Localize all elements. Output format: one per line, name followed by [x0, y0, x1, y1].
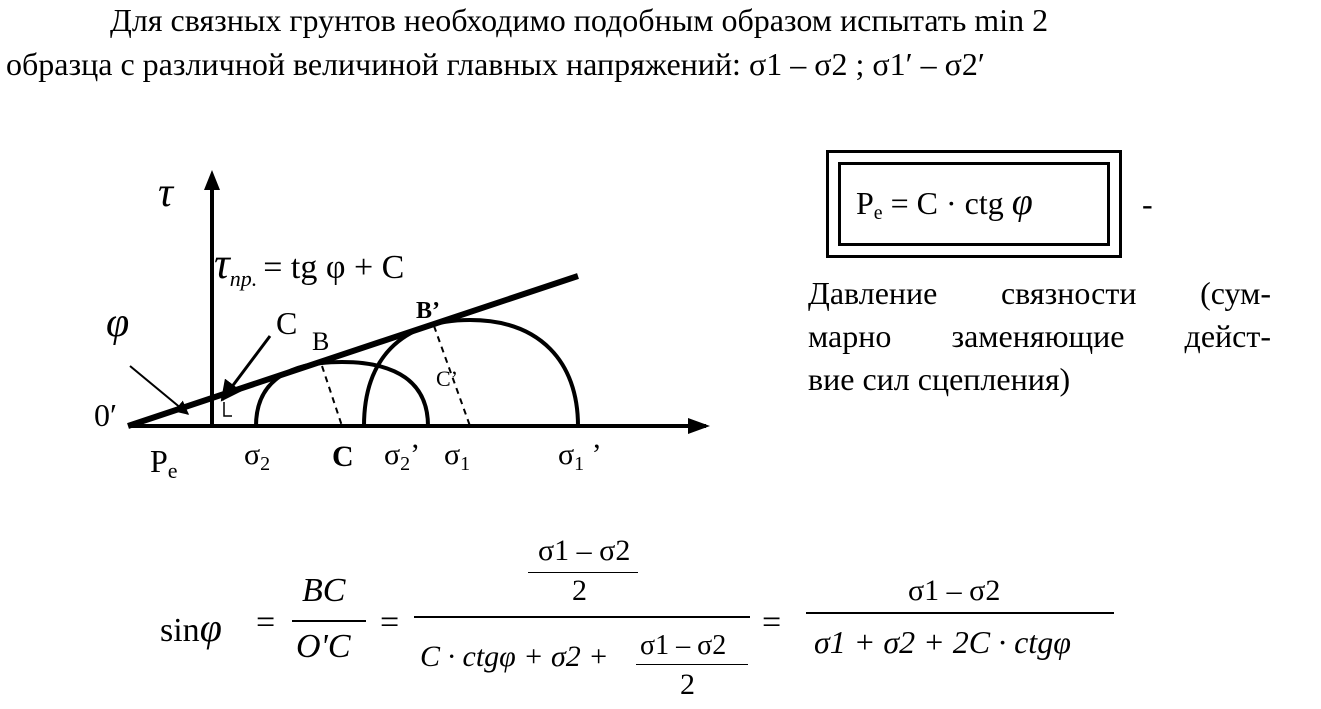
desc-line-1	[808, 272, 1271, 315]
sin-phi-symbol: φ	[199, 605, 222, 650]
den-part-text: C · ctgφ + σ2 +	[420, 640, 609, 673]
frac-OC: O'C	[296, 628, 351, 665]
sigma1p-mark: ’	[584, 438, 602, 471]
strength-envelope-line	[128, 276, 578, 426]
desc-word: Давление	[808, 275, 938, 311]
frac-line-1	[292, 620, 366, 622]
pe-main: P	[150, 443, 168, 479]
desc-word: заменяющие	[951, 318, 1125, 354]
pe-formula-sub: e	[873, 201, 883, 224]
frac-BC: BC	[302, 572, 346, 609]
den-frac-num: σ1 – σ2	[640, 630, 727, 661]
intro-line-2	[6, 42, 985, 86]
phi-label: φ	[106, 300, 130, 346]
sigma2-label	[244, 438, 270, 475]
sigma2p-sub: 2	[400, 453, 411, 475]
desc-word: (сум-	[1200, 275, 1271, 311]
sigma1p-sub: 1	[574, 453, 585, 475]
point-C-prime-label: C’	[436, 366, 458, 391]
point-B-label: B	[312, 327, 330, 356]
den-part	[420, 640, 609, 674]
den-frac-den: 2	[680, 668, 695, 701]
frac-line-3	[806, 612, 1114, 614]
desc-line-3: вие сил сцепления)	[808, 361, 1071, 397]
mohr-diagram	[0, 150, 760, 490]
envelope-tau: τ	[214, 239, 230, 288]
sin-phi-formula	[0, 520, 1321, 709]
radius-BC-dashed	[322, 366, 342, 426]
top-denominator: 2	[572, 574, 587, 607]
rhs-denominator: σ1 + σ2 + 2C · ctgφ	[814, 624, 1071, 660]
point-B-prime-label: B’	[416, 298, 440, 324]
sigma2p-main: σ	[384, 438, 401, 471]
desc-line-2	[808, 315, 1271, 358]
right-angle-marker	[224, 402, 232, 416]
eq-sign-2: =	[380, 604, 400, 641]
pe-sub: e	[167, 458, 178, 483]
cohesion-arrow	[222, 336, 270, 400]
desc-word: связности	[1000, 275, 1137, 311]
box-dash: -	[1142, 186, 1153, 222]
cohesion-description	[808, 272, 1271, 401]
sigma2p-mark: ’	[410, 438, 421, 471]
cohesion-label-upper: C	[276, 305, 298, 341]
tau-axis-label: τ	[158, 170, 174, 216]
sin-text: sin	[160, 612, 200, 649]
center-C-label: C	[332, 440, 354, 473]
pe-formula-rest: = C · ctg	[882, 185, 1012, 221]
sigma2-main: σ	[244, 438, 261, 471]
eq-sign-1: =	[256, 604, 276, 641]
den-frac-line	[636, 664, 748, 665]
sigma2-prime-label	[384, 438, 420, 475]
sigma1-sub: 1	[460, 453, 471, 475]
frac-line-top	[528, 572, 638, 573]
tau-axis-arrow-icon	[204, 170, 220, 190]
origin-prime-label: 0′	[94, 397, 117, 433]
sin-phi-lhs	[160, 604, 222, 651]
sigma-axis-arrow-icon	[688, 418, 710, 434]
pe-formula-P: P	[856, 185, 874, 221]
desc-word: марно	[808, 318, 892, 354]
envelope-rest: = tg φ + C	[263, 249, 405, 286]
phi-arrow	[130, 366, 188, 414]
sigma1p-main: σ	[558, 438, 575, 471]
intro-line-2-formula: σ1 – σ2 ; σ1′ – σ2′	[748, 46, 985, 82]
intro-line-1: Для связных грунтов необходимо подобным образом испытать min 2	[110, 2, 1049, 38]
envelope-sub: пр.	[229, 266, 258, 291]
sigma1-main: σ	[444, 438, 461, 471]
desc-word: дейст-	[1184, 318, 1271, 354]
sigma2-sub: 2	[260, 453, 271, 475]
top-numerator: σ1 – σ2	[538, 534, 631, 567]
sigma1-prime-label	[558, 438, 602, 475]
sigma1-label	[444, 438, 470, 475]
pe-label	[150, 443, 178, 483]
envelope-equation	[214, 239, 404, 291]
rhs-numerator: σ1 – σ2	[908, 574, 1001, 607]
pe-formula-phi: φ	[1011, 181, 1033, 223]
frac-line-2	[414, 616, 750, 618]
eq-sign-3: =	[762, 604, 782, 641]
intro-line-2-text: образца с различной величиной главных напряжений:	[6, 46, 749, 82]
pe-formula	[856, 180, 1033, 225]
